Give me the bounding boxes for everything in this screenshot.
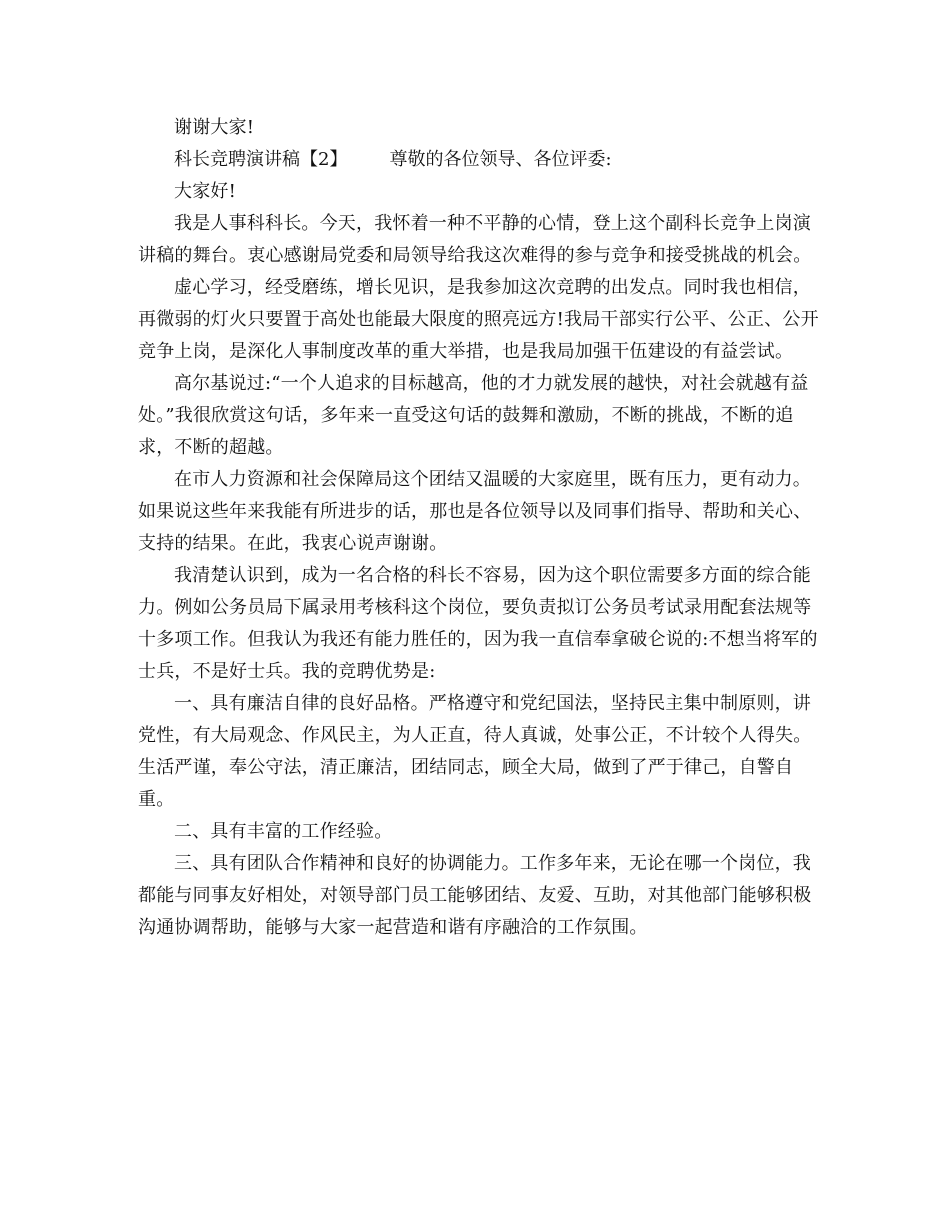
advantage-two: 二、具有丰富的工作经验。 xyxy=(174,821,393,842)
paragraph-quote: 高尔基说过:“一个人追求的目标越高，他的才力就发展的越快，对社会就越有益处。”我很欣赏这句话，多年来一直受这句话的鼓舞和激励，不断的挑战，不断的追求，不断的超越。 xyxy=(138,373,809,458)
paragraph-gratitude: 在市人力资源和社会保障局这个团结又温暖的大家庭里，既有压力，更有动力。如果说这些年来我能有所进步的话，那也是各位领导以及同事们指导、帮助和关心、支持的结果。在此，我衷心说声谢谢。 xyxy=(138,469,812,554)
paragraph-motivation: 虚心学习，经受磨练，增长见识，是我参加这次竞聘的出发点。同时我也相信，再微弱的灯火只要置于高处也能最大限度的照亮远方!我局干部实行公平、公正、公开竞争上岗，是深化人事制度改革的重大举措，也是我局加强干伍建设的有益尝试。 xyxy=(138,277,819,362)
speech-title: 科长竞聘演讲稿【2】 xyxy=(174,149,348,170)
paragraph-position: 我清楚认识到，成为一名合格的科长不容易，因为这个职位需要多方面的综合能力。例如公务员局下属录用考核科这个岗位，要负责拟订公务员考试录用配套法规等十多项工作。但我认为我还有能力胜任的，因为我一直信奉拿破仑说的:不想当将军的士兵，不是好士兵。我的竞聘优势是: xyxy=(138,565,818,682)
paragraph-intro: 我是人事科科长。今天，我怀着一种不平静的心情，登上这个副科长竞争上岗演讲稿的舞台。衷心感谢局党委和局领导给我这次难得的参与竞争和接受挑战的机会。 xyxy=(138,213,812,266)
advantage-three: 三、具有团队合作精神和良好的协调能力。工作多年来，无论在哪一个岗位，我都能与同事友好相处，对领导部门员工能够团结、友爱、互助，对其他部门能够积极沟通协调帮助，能够与大家一起营造和谐有序融洽的工作氛围。 xyxy=(138,853,812,938)
salutation: 尊敬的各位领导、各位评委: xyxy=(389,149,612,170)
advantage-one: 一、具有廉洁自律的良好品格。严格遵守和党纪国法，坚持民主集中制原则，讲党性，有大局观念、作风民主，为人正直，待人真诚，处事公正，不计较个人得失。生活严谨，奉公守法，清正廉洁，团结同志，顾全大局，做到了严于律己，自警自重。 xyxy=(138,693,812,810)
closing-line: 谢谢大家! xyxy=(174,117,255,138)
speech-title-row xyxy=(138,144,828,176)
document-body xyxy=(138,112,828,944)
greeting: 大家好! xyxy=(174,181,237,202)
